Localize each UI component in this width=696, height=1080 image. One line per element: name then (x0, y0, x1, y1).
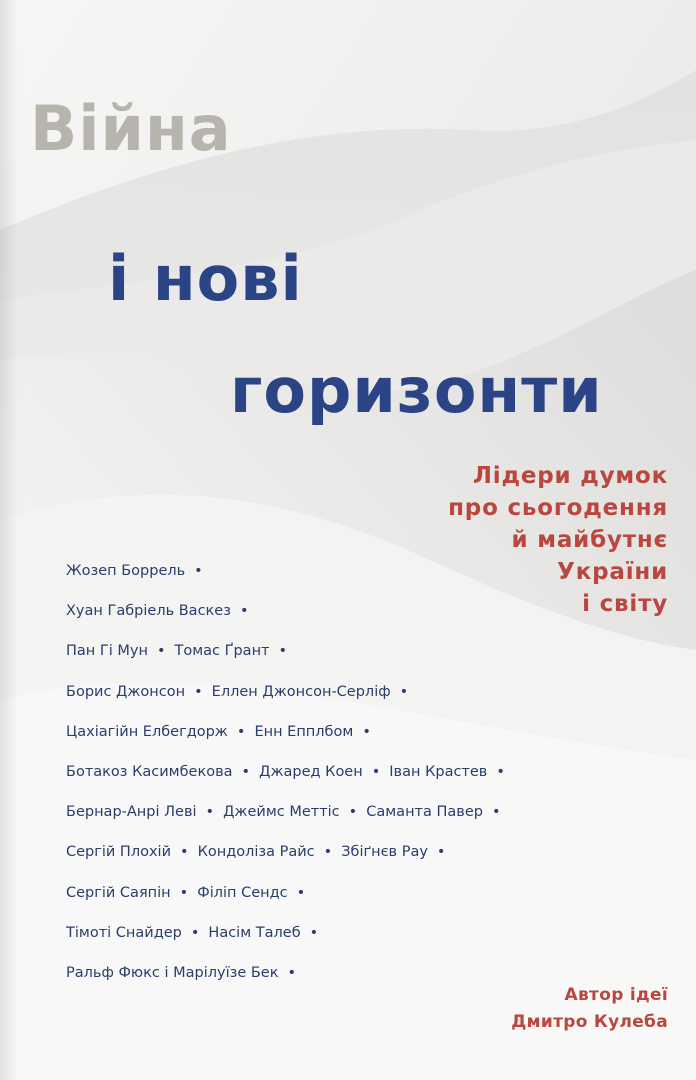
contributor-row (66, 640, 514, 680)
contributor-name: Хуан Габріель Васкез (66, 603, 231, 620)
contributor-row (66, 962, 514, 1002)
contributor-row (66, 841, 514, 881)
separator-dot: • (180, 844, 189, 861)
contributor-name: Томас Ґрант (174, 643, 270, 660)
contributor-name: Енн Епплбом (254, 723, 354, 740)
contributor-row (66, 600, 514, 640)
contributor-name: Еллен Джонсон-Серліф (211, 683, 391, 700)
contributor-name: Бернар-Анрі Леві (66, 804, 197, 821)
separator-dot: • (236, 723, 246, 740)
separator-dot: • (348, 804, 358, 821)
contributor-row (66, 560, 514, 600)
author-block (511, 982, 668, 1036)
separator-dot: • (179, 884, 189, 901)
separator-dot: • (287, 964, 297, 981)
subtitle-line: і світу (582, 591, 668, 617)
contributor-name: Джаред Коен (259, 763, 363, 780)
contributor-name: Жозеп Боррель (66, 563, 186, 579)
contributor-name: Тімоті Снайдер (66, 924, 182, 941)
separator-dot: • (239, 603, 249, 620)
contributor-name: Філіп Сендс (197, 884, 288, 901)
author-label: Автор ідеї (564, 985, 668, 1005)
separator-dot: • (496, 763, 505, 780)
separator-dot: • (194, 683, 203, 700)
subtitle-line: України (557, 559, 668, 585)
separator-dot: • (323, 844, 333, 861)
title-line-3: горизонти (230, 354, 603, 427)
contributor-name: Джеймс Меттіс (223, 804, 340, 821)
title-line-1: Війна (30, 92, 232, 165)
separator-dot: • (156, 643, 166, 660)
subtitle-line: Лідери думок (472, 463, 668, 489)
subtitle-line: й майбутнє (511, 527, 668, 553)
contributor-name: Саманта Павер (366, 804, 483, 821)
contributor-row (66, 922, 514, 962)
separator-dot: • (241, 763, 251, 780)
contributor-name: Цахіагійн Елбегдорж (66, 723, 228, 740)
separator-dot: • (296, 884, 306, 901)
separator-dot: • (399, 683, 409, 700)
author-name: Дмитро Кулеба (511, 1012, 668, 1032)
contributor-name: Кондоліза Райс (197, 844, 315, 861)
separator-dot: • (190, 924, 200, 941)
contributor-name: Борис Джонсон (66, 683, 186, 700)
separator-dot: • (205, 804, 215, 821)
separator-dot: • (491, 804, 501, 821)
contributor-name: Пан Гі Мун (66, 643, 148, 660)
contributor-name: Ботакоз Касимбекова (66, 763, 233, 780)
separator-dot: • (194, 563, 203, 579)
separator-dot: • (436, 844, 446, 861)
subtitle-line: про сьогодення (448, 495, 668, 521)
separator-dot: • (278, 643, 288, 660)
contributor-name: Ральф Фюкс і Марілуїзе Бек (66, 964, 279, 981)
contributor-name: Насім Талеб (208, 924, 301, 941)
contributor-name: Сергій Плохій (66, 844, 172, 861)
contributors-list (66, 560, 514, 1002)
separator-dot: • (309, 924, 319, 941)
contributor-row (66, 801, 514, 841)
separator-dot: • (371, 763, 381, 780)
contributor-name: Іван Крастев (389, 763, 488, 780)
spine-shadow (0, 0, 18, 1080)
contributor-name: Збіґнєв Рау (341, 844, 428, 861)
separator-dot: • (362, 723, 371, 740)
contributor-row (66, 882, 514, 922)
contributor-row (66, 721, 514, 761)
contributor-name: Сергій Саяпін (66, 884, 171, 901)
contributor-row (66, 681, 514, 721)
title-line-2: і нові (108, 242, 303, 315)
contributor-row (66, 761, 514, 801)
